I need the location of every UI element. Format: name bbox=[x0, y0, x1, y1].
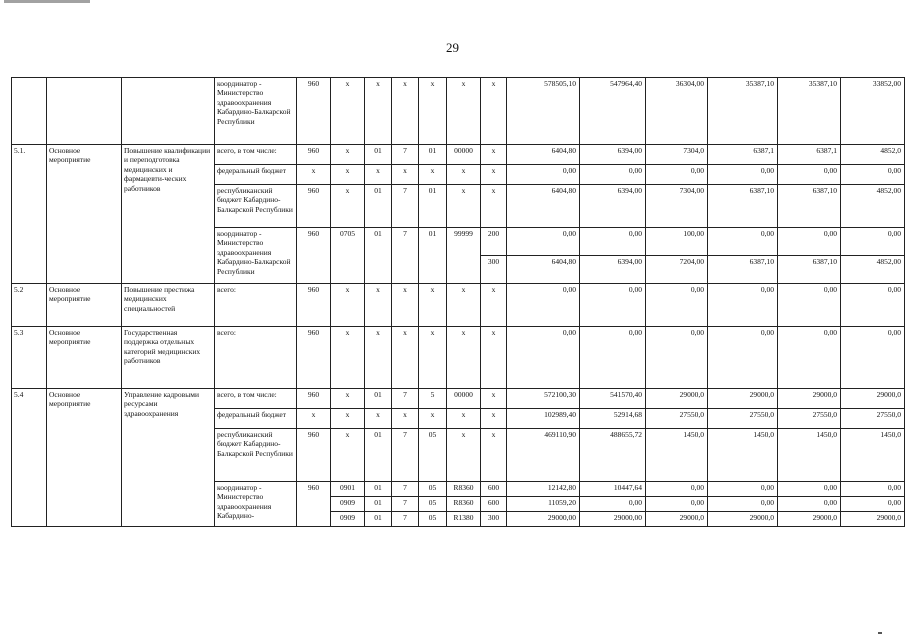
row-num bbox=[12, 78, 47, 145]
value-2: 0,00 bbox=[580, 284, 646, 327]
value-6: 0,00 bbox=[841, 165, 905, 185]
value-4: 0,00 bbox=[708, 165, 778, 185]
csr-1: 01 bbox=[365, 185, 392, 228]
grbs: 960 bbox=[297, 145, 331, 165]
value-1: 0,00 bbox=[507, 327, 580, 389]
value-1: 0,00 bbox=[507, 165, 580, 185]
value-5: 0,00 bbox=[778, 284, 841, 327]
value-5: 0,00 bbox=[778, 228, 841, 256]
value-3: 29000,0 bbox=[646, 512, 708, 527]
value-4: 6387,10 bbox=[708, 185, 778, 228]
csr-2: 7 bbox=[392, 482, 419, 497]
grbs: 960 bbox=[297, 327, 331, 389]
value-2: 10447,64 bbox=[580, 482, 646, 497]
table-row bbox=[12, 389, 905, 409]
row-name: Повышение квалификации и переподготовка медицинских и фармацевти-ческих работников bbox=[122, 145, 215, 284]
value-3: 29000,0 bbox=[646, 389, 708, 409]
csr-3: х bbox=[419, 284, 447, 327]
value-1: 11059,20 bbox=[507, 497, 580, 512]
value-4: 0,00 bbox=[708, 327, 778, 389]
csr-2: 7 bbox=[392, 185, 419, 228]
budget-table bbox=[11, 77, 905, 527]
row-name: Государственная поддержка отдельных категорий медицинских работников bbox=[122, 327, 215, 389]
csr-1: 01 bbox=[365, 512, 392, 527]
vr: 300 bbox=[481, 256, 507, 284]
value-1: 578505,10 bbox=[507, 78, 580, 145]
csr-1: 01 bbox=[365, 389, 392, 409]
value-6: 4852,00 bbox=[841, 256, 905, 284]
value-6: 0,00 bbox=[841, 482, 905, 497]
csr-4: х bbox=[447, 327, 481, 389]
value-4: 0,00 bbox=[708, 497, 778, 512]
rzpr: х bbox=[331, 429, 365, 482]
csr-1: 01 bbox=[365, 429, 392, 482]
value-1: 0,00 bbox=[507, 284, 580, 327]
csr-1: 01 bbox=[365, 482, 392, 497]
value-2: 0,00 bbox=[580, 165, 646, 185]
rzpr: х bbox=[331, 165, 365, 185]
csr-3: 05 bbox=[419, 482, 447, 497]
funding-source: всего: bbox=[215, 284, 297, 327]
funding-source: федеральный бюджет bbox=[215, 409, 297, 429]
vr: х bbox=[481, 389, 507, 409]
value-4: 27550,0 bbox=[708, 409, 778, 429]
table-row bbox=[12, 78, 905, 145]
csr-2: 7 bbox=[392, 228, 419, 284]
value-5: 29000,0 bbox=[778, 389, 841, 409]
csr-3: 05 bbox=[419, 497, 447, 512]
csr-1: х bbox=[365, 409, 392, 429]
rzpr: 0909 bbox=[331, 497, 365, 512]
row-num: 5.3 bbox=[12, 327, 47, 389]
value-5: 1450,0 bbox=[778, 429, 841, 482]
value-3: 0,00 bbox=[646, 497, 708, 512]
csr-3: 01 bbox=[419, 145, 447, 165]
rzpr: х bbox=[331, 145, 365, 165]
value-3: 36304,00 bbox=[646, 78, 708, 145]
grbs: 960 bbox=[297, 429, 331, 482]
csr-3: х bbox=[419, 327, 447, 389]
csr-3: 01 bbox=[419, 228, 447, 284]
value-6: 1450,0 bbox=[841, 429, 905, 482]
funding-source: республиканский бюджет Кабардино-Балкарской Республики bbox=[215, 429, 297, 482]
vr: х bbox=[481, 409, 507, 429]
value-6: 0,00 bbox=[841, 284, 905, 327]
page-number: 29 bbox=[446, 40, 459, 55]
rzpr: 0705 bbox=[331, 228, 365, 284]
csr-2: х bbox=[392, 284, 419, 327]
value-1: 6404,80 bbox=[507, 185, 580, 228]
value-6: 0,00 bbox=[841, 327, 905, 389]
value-1: 469110,90 bbox=[507, 429, 580, 482]
value-2: 541570,40 bbox=[580, 389, 646, 409]
vr: х bbox=[481, 327, 507, 389]
row-name: Управление кадровыми ресурсами здравоохранения bbox=[122, 389, 215, 527]
rzpr: х bbox=[331, 327, 365, 389]
funding-source: всего, в том числе: bbox=[215, 145, 297, 165]
value-4: 6387,1 bbox=[708, 145, 778, 165]
csr-3: х bbox=[419, 409, 447, 429]
value-6: 4852,0 bbox=[841, 145, 905, 165]
funding-source: координатор - Министерство здравоохранения Кабардино-Балкарской Республики bbox=[215, 228, 297, 284]
value-4: 29000,0 bbox=[708, 389, 778, 409]
corner-mark bbox=[878, 632, 882, 634]
value-2: 488655,72 bbox=[580, 429, 646, 482]
csr-1: х bbox=[365, 165, 392, 185]
value-6: 29000,0 bbox=[841, 512, 905, 527]
vr: х bbox=[481, 145, 507, 165]
rzpr: 0909 bbox=[331, 512, 365, 527]
table-row bbox=[12, 327, 905, 389]
csr-4: х bbox=[447, 78, 481, 145]
csr-4: 00000 bbox=[447, 145, 481, 165]
csr-2: 7 bbox=[392, 389, 419, 409]
value-6: 33852,00 bbox=[841, 78, 905, 145]
rzpr: 0901 bbox=[331, 482, 365, 497]
value-3: 0,00 bbox=[646, 284, 708, 327]
funding-source: республиканский бюджет Кабардино-Балкарской Республики bbox=[215, 185, 297, 228]
value-2: 29000,00 bbox=[580, 512, 646, 527]
value-3: 0,00 bbox=[646, 482, 708, 497]
csr-1: 01 bbox=[365, 228, 392, 284]
rzpr: х bbox=[331, 78, 365, 145]
value-4: 0,00 bbox=[708, 284, 778, 327]
value-2: 0,00 bbox=[580, 327, 646, 389]
value-5: 27550,0 bbox=[778, 409, 841, 429]
row-num: 5.2 bbox=[12, 284, 47, 327]
row-type: Основное мероприятие bbox=[47, 327, 122, 389]
row-name bbox=[122, 78, 215, 145]
top-edge-mark bbox=[4, 0, 90, 3]
funding-source: всего: bbox=[215, 327, 297, 389]
value-1: 29000,00 bbox=[507, 512, 580, 527]
csr-2: х bbox=[392, 78, 419, 145]
value-1: 572100,30 bbox=[507, 389, 580, 409]
value-1: 6404,80 bbox=[507, 256, 580, 284]
grbs: 960 bbox=[297, 185, 331, 228]
value-2: 547964,40 bbox=[580, 78, 646, 145]
value-2: 6394,00 bbox=[580, 185, 646, 228]
csr-4: 99999 bbox=[447, 228, 481, 284]
row-type bbox=[47, 78, 122, 145]
value-2: 0,00 bbox=[580, 497, 646, 512]
csr-3: 05 bbox=[419, 429, 447, 482]
value-3: 7304,00 bbox=[646, 185, 708, 228]
csr-1: 01 bbox=[365, 145, 392, 165]
vr: х bbox=[481, 284, 507, 327]
vr: 600 bbox=[481, 497, 507, 512]
rzpr: х bbox=[331, 284, 365, 327]
vr: х bbox=[481, 429, 507, 482]
grbs: х bbox=[297, 409, 331, 429]
funding-source: координатор - Министерство здравоохранения Кабардино-Балкарской Республики bbox=[215, 78, 297, 145]
value-5: 0,00 bbox=[778, 482, 841, 497]
value-1: 6404,80 bbox=[507, 145, 580, 165]
csr-1: 01 bbox=[365, 497, 392, 512]
vr: 300 bbox=[481, 512, 507, 527]
vr: 200 bbox=[481, 228, 507, 256]
value-4: 6387,10 bbox=[708, 256, 778, 284]
rzpr: х bbox=[331, 389, 365, 409]
value-5: 35387,10 bbox=[778, 78, 841, 145]
row-type: Основное мероприятие bbox=[47, 389, 122, 527]
rzpr: х bbox=[331, 185, 365, 228]
value-3: 27550,0 bbox=[646, 409, 708, 429]
csr-1: х bbox=[365, 78, 392, 145]
csr-2: 7 bbox=[392, 145, 419, 165]
table-row bbox=[12, 284, 905, 327]
value-5: 6387,10 bbox=[778, 185, 841, 228]
value-2: 6394,00 bbox=[580, 256, 646, 284]
value-3: 7304,0 bbox=[646, 145, 708, 165]
value-4: 1450,0 bbox=[708, 429, 778, 482]
row-type: Основное мероприятие bbox=[47, 145, 122, 284]
value-5: 0,00 bbox=[778, 327, 841, 389]
rzpr: х bbox=[331, 409, 365, 429]
csr-4: R8360 bbox=[447, 482, 481, 497]
csr-2: 7 bbox=[392, 512, 419, 527]
csr-2: х bbox=[392, 165, 419, 185]
value-1: 102989,40 bbox=[507, 409, 580, 429]
csr-1: х bbox=[365, 284, 392, 327]
row-type: Основное мероприятие bbox=[47, 284, 122, 327]
value-6: 0,00 bbox=[841, 497, 905, 512]
csr-4: х bbox=[447, 284, 481, 327]
value-3: 0,00 bbox=[646, 165, 708, 185]
csr-1: х bbox=[365, 327, 392, 389]
value-2: 52914,68 bbox=[580, 409, 646, 429]
csr-2: х bbox=[392, 409, 419, 429]
csr-2: х bbox=[392, 327, 419, 389]
value-5: 0,00 bbox=[778, 497, 841, 512]
value-6: 27550,0 bbox=[841, 409, 905, 429]
vr: х bbox=[481, 185, 507, 228]
csr-3: 5 bbox=[419, 389, 447, 409]
csr-4: х bbox=[447, 185, 481, 228]
value-5: 6387,10 bbox=[778, 256, 841, 284]
value-5: 6387,1 bbox=[778, 145, 841, 165]
value-1: 0,00 bbox=[507, 228, 580, 256]
csr-3: х bbox=[419, 78, 447, 145]
value-2: 6394,00 bbox=[580, 145, 646, 165]
csr-4: х bbox=[447, 409, 481, 429]
funding-source: координатор - Министерство здравоохранения Кабардино- bbox=[215, 482, 297, 527]
csr-4: 00000 bbox=[447, 389, 481, 409]
value-2: 0,00 bbox=[580, 228, 646, 256]
table-row bbox=[12, 145, 905, 165]
value-1: 12142,80 bbox=[507, 482, 580, 497]
row-num: 5.1. bbox=[12, 145, 47, 284]
value-4: 0,00 bbox=[708, 228, 778, 256]
vr: 600 bbox=[481, 482, 507, 497]
value-6: 29000,0 bbox=[841, 389, 905, 409]
value-5: 29000,0 bbox=[778, 512, 841, 527]
row-name: Повышение престижа медицинских специальностей bbox=[122, 284, 215, 327]
value-3: 100,00 bbox=[646, 228, 708, 256]
row-num: 5.4 bbox=[12, 389, 47, 527]
csr-3: х bbox=[419, 165, 447, 185]
csr-4: х bbox=[447, 165, 481, 185]
vr: х bbox=[481, 165, 507, 185]
grbs: 960 bbox=[297, 78, 331, 145]
grbs: х bbox=[297, 165, 331, 185]
value-3: 0,00 bbox=[646, 327, 708, 389]
csr-2: 7 bbox=[392, 497, 419, 512]
value-6: 4852,00 bbox=[841, 185, 905, 228]
value-4: 35387,10 bbox=[708, 78, 778, 145]
grbs: 960 bbox=[297, 389, 331, 409]
value-3: 7204,00 bbox=[646, 256, 708, 284]
value-3: 1450,0 bbox=[646, 429, 708, 482]
csr-4: R1380 bbox=[447, 512, 481, 527]
grbs: 960 bbox=[297, 228, 331, 284]
value-5: 0,00 bbox=[778, 165, 841, 185]
funding-source: всего, в том числе: bbox=[215, 389, 297, 409]
csr-3: 05 bbox=[419, 512, 447, 527]
value-6: 0,00 bbox=[841, 228, 905, 256]
csr-4: х bbox=[447, 429, 481, 482]
csr-2: 7 bbox=[392, 429, 419, 482]
value-4: 0,00 bbox=[708, 482, 778, 497]
value-4: 29000,0 bbox=[708, 512, 778, 527]
vr: х bbox=[481, 78, 507, 145]
csr-4: R8360 bbox=[447, 497, 481, 512]
csr-3: 01 bbox=[419, 185, 447, 228]
grbs: 960 bbox=[297, 284, 331, 327]
grbs: 960 bbox=[297, 482, 331, 527]
funding-source: федеральный бюджет bbox=[215, 165, 297, 185]
